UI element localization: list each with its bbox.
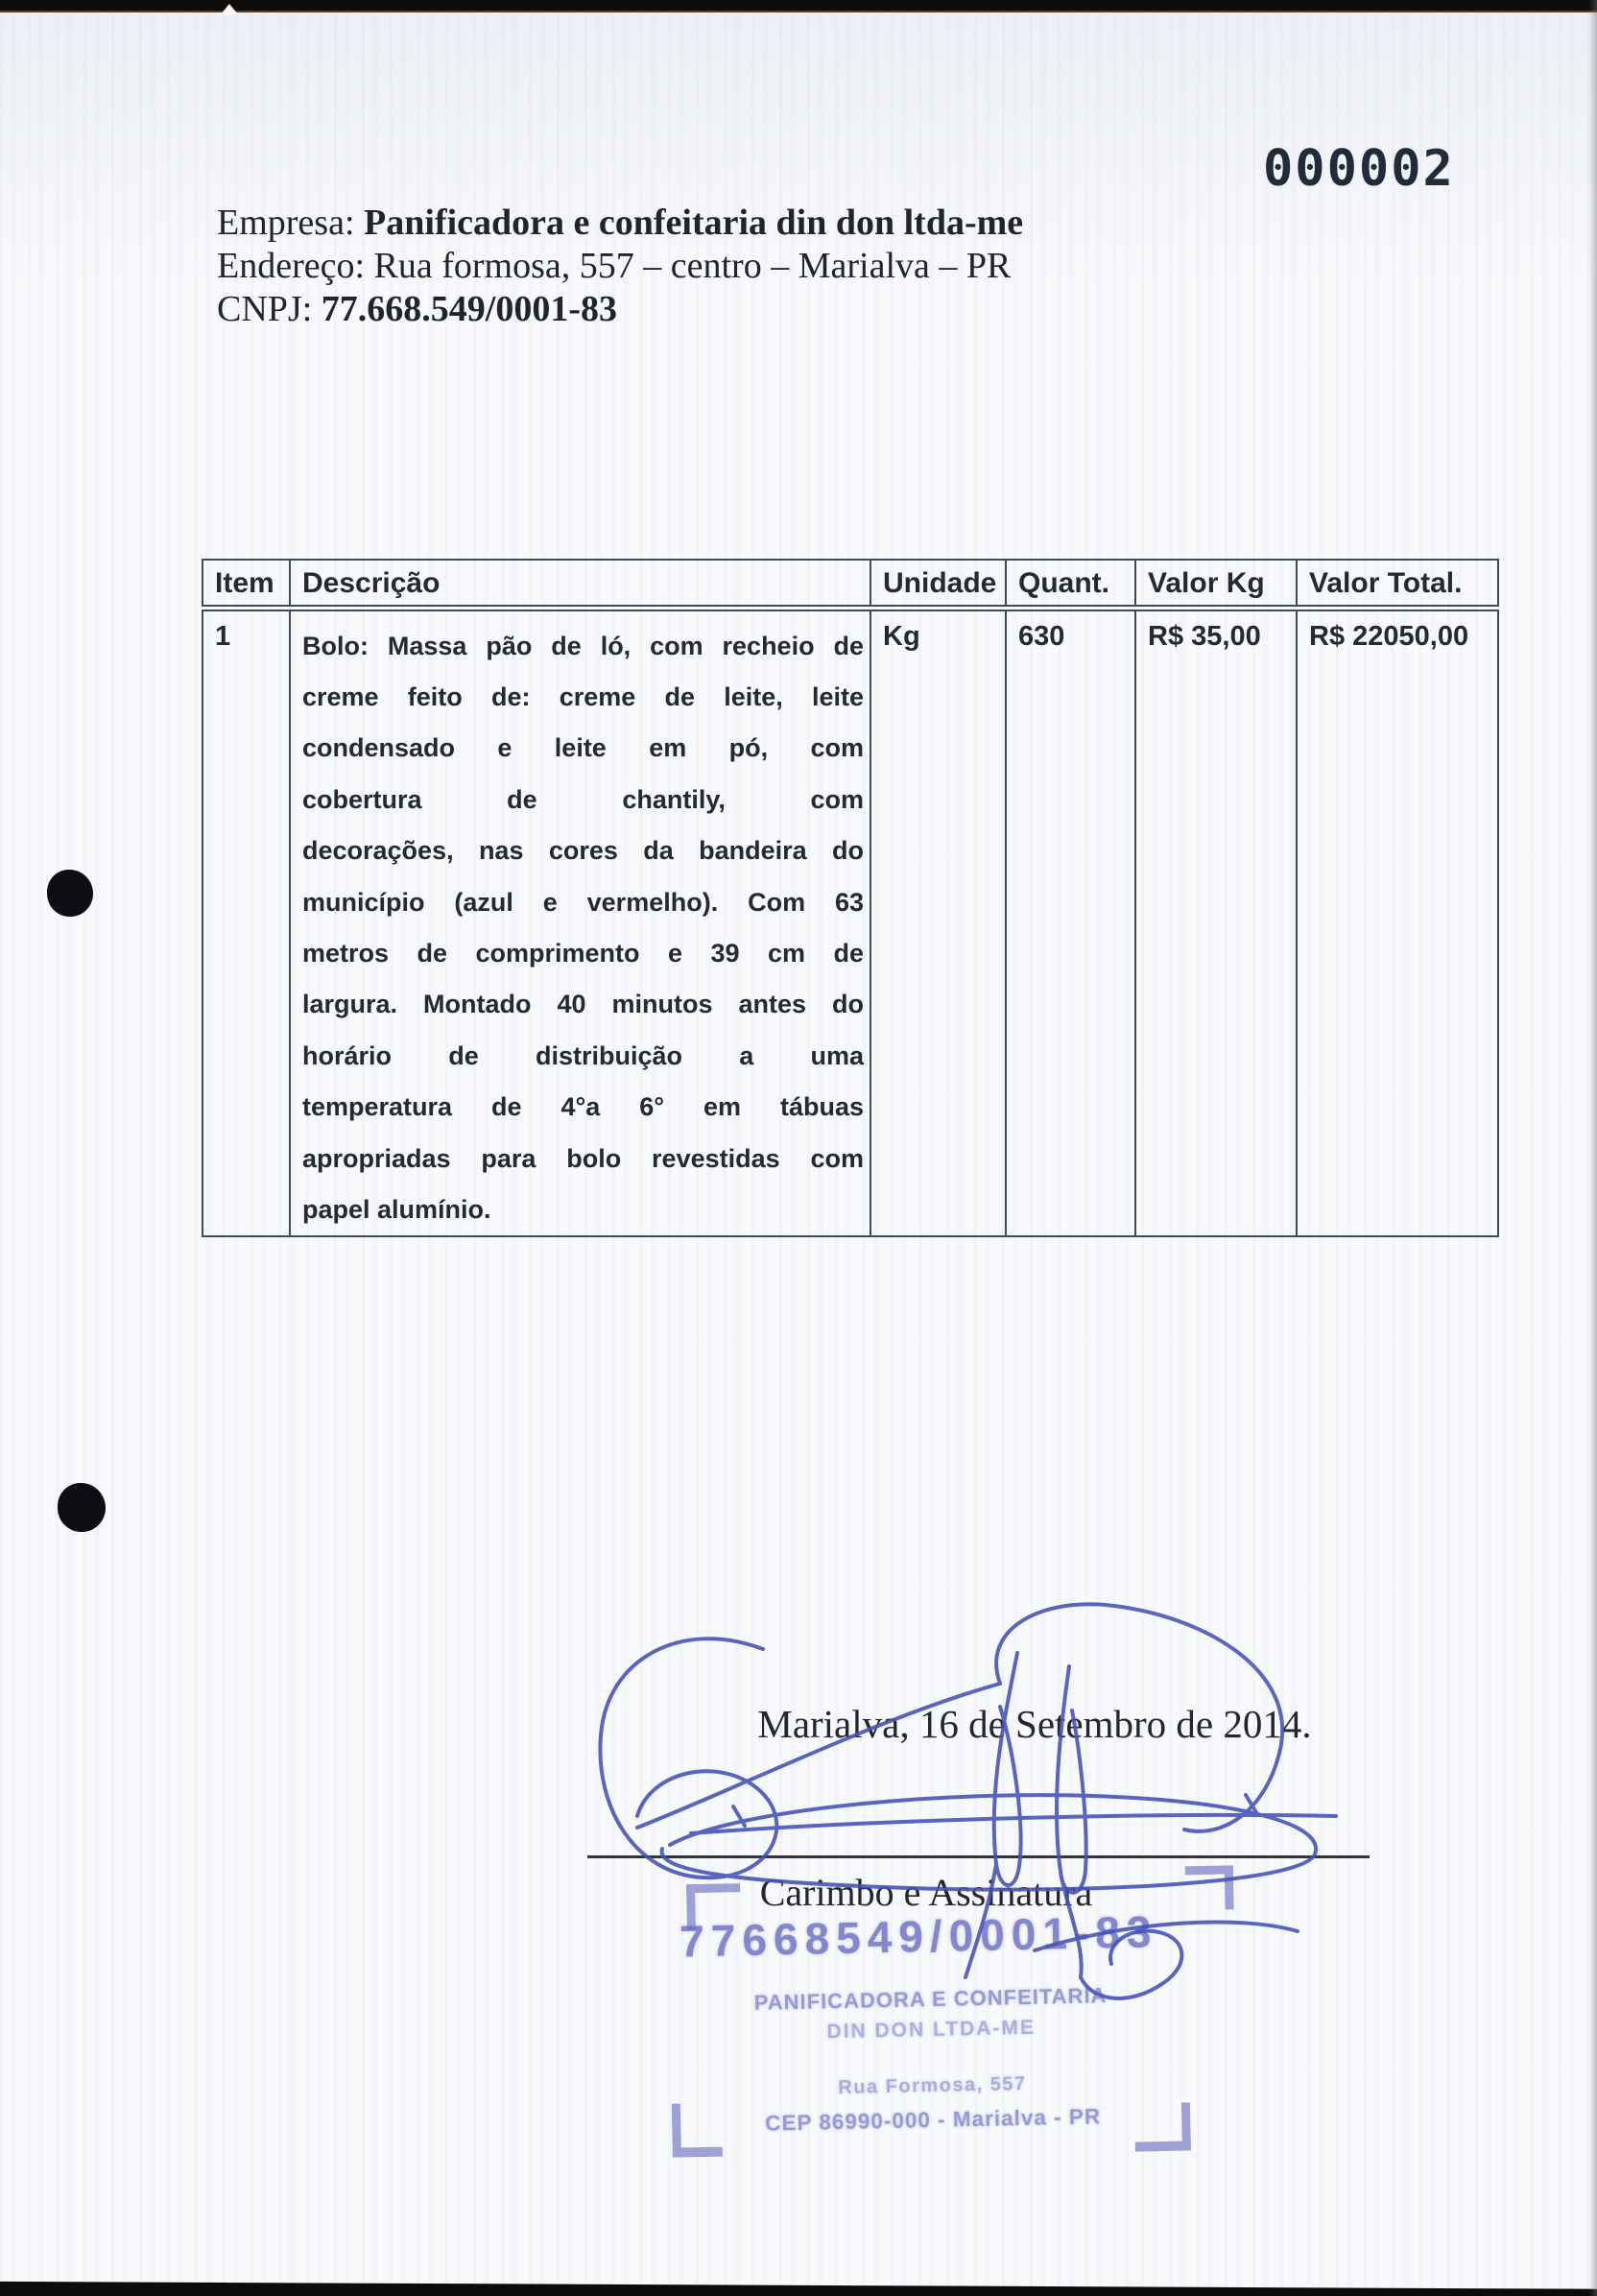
address-label: Endereço: (217, 246, 366, 286)
table-header-row (203, 560, 1498, 608)
descricao-line: horário de distribuição a uma (302, 1040, 864, 1070)
items-table (202, 559, 1499, 1237)
descricao-line: condensado e leite em pó, com (302, 733, 864, 763)
scan-top-edge (0, 0, 1597, 12)
cell-quant: 630 (1006, 608, 1135, 1236)
stamp-address-line1: Rua Formosa, 557 (838, 2072, 1027, 2099)
scan-bottom-edge (0, 2271, 1597, 2296)
cell-valor-kg: R$ 35,00 (1135, 608, 1297, 1236)
stamp-company-line1: PANIFICADORA E CONFEITARIA (753, 1983, 1108, 2015)
company-name: Panificadora e confeitaria din don ltda-me (364, 203, 1024, 243)
stamp-cnpj: 77668549/0001-83 (679, 1906, 1158, 1967)
stamp-address-line2: CEP 86990-000 - Marialva - PR (764, 2104, 1102, 2136)
punch-hole (58, 1483, 106, 1532)
scan-top-edge-notch (221, 4, 238, 14)
signature-caption: Carimbo e Assinatura (759, 1871, 1093, 1914)
company-line (217, 202, 1023, 245)
col-header-valor-kg: Valor Kg (1135, 560, 1297, 608)
document-header (217, 202, 1023, 331)
date-line: Marialva, 16 de Setembro de 2014. (757, 1702, 1312, 1746)
descricao-line: Bolo: Massa pão de ló, com recheio de (302, 631, 864, 660)
stamp-company-line2: DIN DON LTDA-ME (826, 2016, 1037, 2044)
scan-right-edge-shadow (1588, 0, 1597, 2296)
col-header-valor-total: Valor Total. (1297, 560, 1498, 608)
descricao-line: creme feito de: creme de leite, leite (302, 682, 864, 711)
signature-rule (587, 1855, 1370, 1858)
descricao-line: metros de comprimento e 39 cm de (302, 938, 864, 968)
col-header-unidade: Unidade (870, 560, 1006, 608)
address-line (217, 245, 1023, 288)
col-header-descricao: Descrição (290, 560, 870, 608)
page-number: 000002 (1263, 140, 1455, 198)
col-header-item: Item (203, 560, 290, 608)
cnpj-label: CNPJ: (217, 289, 313, 329)
company-label: Empresa: (217, 203, 355, 243)
descricao-line: cobertura de chantily, com (302, 784, 864, 814)
address-value: Rua formosa, 557 – centro – Marialva – PR (373, 246, 1012, 286)
punch-hole (47, 870, 93, 917)
descricao-line: temperatura de 4°a 6° em tábuas (302, 1092, 864, 1122)
cnpj-line (217, 288, 1023, 331)
cell-unidade: Kg (870, 608, 1006, 1236)
col-header-quant: Quant. (1006, 560, 1135, 608)
cell-descricao (290, 608, 870, 1236)
descricao-line: papel alumínio. (302, 1194, 491, 1224)
descricao-line: largura. Montado 40 minutos antes do (302, 990, 864, 1019)
cell-item: 1 (203, 608, 290, 1236)
cell-valor-total: R$ 22050,00 (1297, 608, 1498, 1236)
descricao-line: decorações, nas cores da bandeira do (302, 836, 864, 866)
rubber-stamp (611, 1863, 1251, 2176)
descricao-line: apropriadas para bolo revestidas com (302, 1143, 864, 1173)
table-row (203, 608, 1498, 1236)
cnpj-value: 77.668.549/0001-83 (321, 289, 617, 329)
descricao-line: município (azul e vermelho). Com 63 (302, 887, 864, 917)
